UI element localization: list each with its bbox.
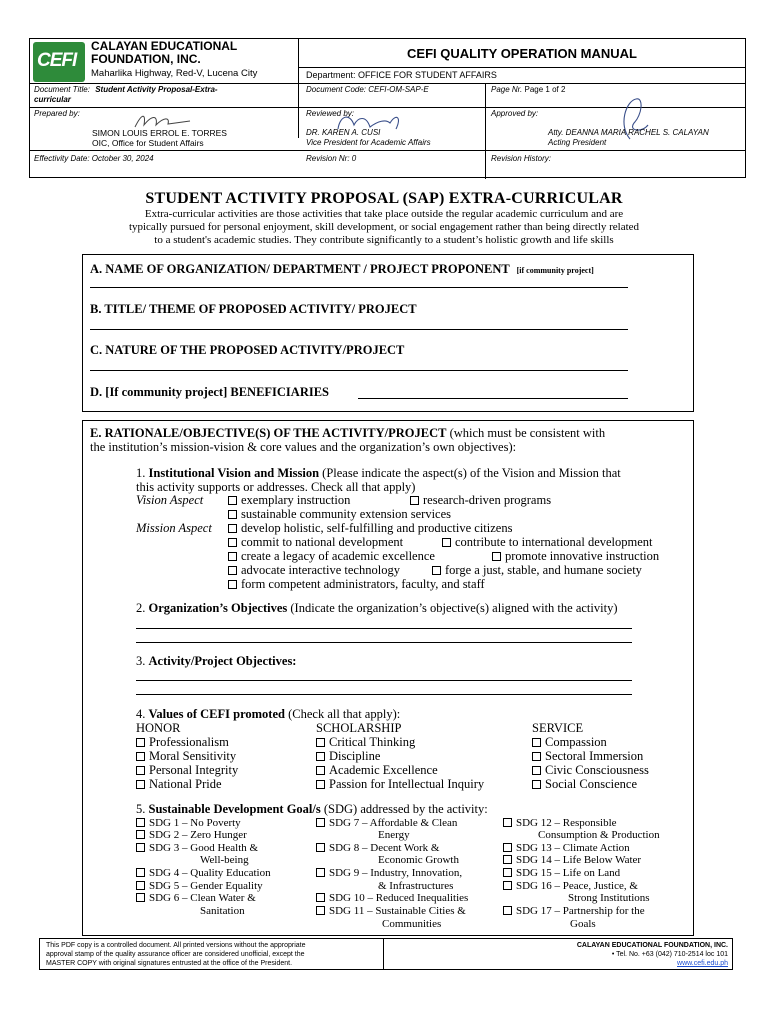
checkbox[interactable] bbox=[503, 843, 512, 852]
checkbox[interactable] bbox=[228, 552, 237, 561]
effectivity-date: Effectivity Date: October 30, 2024 bbox=[34, 154, 154, 163]
sdg-label-cont: Communities bbox=[382, 918, 442, 930]
section-a-field[interactable] bbox=[90, 287, 628, 288]
section-a-note: [if community project] bbox=[516, 266, 594, 275]
checkbox[interactable] bbox=[316, 818, 325, 827]
doc-code-value: CEFI-OM-SAP-E bbox=[368, 85, 429, 94]
page-number-field bbox=[491, 85, 565, 95]
value-label: Passion for Intellectual Inquiry bbox=[329, 777, 485, 791]
sdg-option[interactable] bbox=[503, 880, 638, 893]
value-label: Discipline bbox=[329, 749, 381, 763]
mission-option[interactable] bbox=[432, 563, 642, 577]
reviewed-name: DR. KAREN A. CUSI bbox=[306, 128, 381, 137]
sdg-option[interactable] bbox=[136, 892, 256, 905]
approved-by-label: Approved by: bbox=[491, 109, 539, 118]
intro-paragraph bbox=[40, 208, 728, 247]
value-option[interactable] bbox=[532, 763, 649, 777]
value-heading-scholarship: SCHOLARSHIP bbox=[316, 721, 402, 735]
mission-option-label: form competent administrators, faculty, and staff bbox=[241, 577, 485, 591]
checkbox[interactable] bbox=[136, 893, 145, 902]
notice-line: MASTER COPY with original signatures entrusted at the office of the President. bbox=[46, 960, 293, 967]
item-2-heading bbox=[136, 601, 617, 615]
checkbox[interactable] bbox=[316, 766, 325, 775]
sdg-label: SDG 5 – Gender Equality bbox=[149, 880, 263, 892]
value-label: Sectoral Immersion bbox=[545, 749, 644, 763]
sdg-label: SDG 12 – Responsible bbox=[516, 817, 617, 829]
value-option[interactable] bbox=[136, 777, 222, 791]
section-b-title: B. TITLE/ THEME OF PROPOSED ACTIVITY/ PROJECT bbox=[90, 302, 417, 316]
doc-title-value-1: Student Activity Proposal-Extra- bbox=[95, 85, 218, 94]
mission-option[interactable] bbox=[228, 549, 435, 563]
mission-option[interactable] bbox=[228, 563, 400, 577]
doc-code-label: Document Code: bbox=[306, 85, 367, 94]
cefi-logo bbox=[33, 42, 85, 82]
checkbox[interactable] bbox=[503, 855, 512, 864]
value-option[interactable] bbox=[136, 735, 229, 749]
approved-by-block bbox=[548, 128, 709, 148]
org-objectives-field[interactable] bbox=[136, 642, 632, 643]
sdg-label-cont: Goals bbox=[570, 918, 596, 930]
checkbox[interactable] bbox=[228, 524, 237, 533]
item-3-number: 3. bbox=[136, 654, 149, 668]
item-1-desc-line2: this activity supports or addresses. Check all that apply) bbox=[136, 480, 416, 494]
mission-option-label: develop holistic, self-fulfilling and productive citizens bbox=[241, 521, 513, 535]
prepared-name: SIMON LOUIS ERROL E. TORRES bbox=[92, 128, 227, 138]
sdg-option[interactable] bbox=[503, 817, 617, 830]
manual-title: CEFI QUALITY OPERATION MANUAL bbox=[407, 46, 637, 61]
value-option[interactable] bbox=[136, 749, 236, 763]
item-2-title: Organization’s Objectives bbox=[148, 601, 288, 615]
sdg-option[interactable] bbox=[136, 817, 241, 830]
item-4-heading bbox=[136, 707, 400, 721]
mission-option-label: promote innovative instruction bbox=[505, 549, 660, 563]
mission-option[interactable] bbox=[492, 549, 659, 563]
prepared-position: OIC, Office for Student Affairs bbox=[92, 138, 204, 148]
intro-line: to a student's academic studies. They contribute significantly to a student’s holistic growth and life skills bbox=[154, 234, 614, 246]
section-b-field[interactable] bbox=[90, 329, 628, 330]
sdg-option[interactable] bbox=[136, 867, 271, 880]
value-label: National Pride bbox=[149, 777, 222, 791]
doc-title-label: Document Title: bbox=[34, 85, 90, 94]
checkbox[interactable] bbox=[432, 566, 441, 575]
value-label: Civic Consciousness bbox=[545, 763, 649, 777]
department-value: OFFICE FOR STUDENT AFFAIRS bbox=[358, 70, 497, 80]
sdg-label-cont: Consumption & Production bbox=[538, 829, 660, 841]
item-1-title: Institutional Vision and Mission bbox=[148, 466, 320, 480]
checkbox[interactable] bbox=[136, 843, 145, 852]
checkbox[interactable] bbox=[228, 580, 237, 589]
section-c-field[interactable] bbox=[90, 370, 628, 371]
checkbox[interactable] bbox=[532, 766, 541, 775]
checkbox[interactable] bbox=[136, 881, 145, 890]
sdg-label: SDG 1 – No Poverty bbox=[149, 817, 241, 829]
org-objectives-field[interactable] bbox=[136, 628, 632, 629]
sdg-label-cont: & Infrastructures bbox=[378, 880, 454, 892]
sdg-option[interactable] bbox=[503, 854, 641, 867]
document-title: STUDENT ACTIVITY PROPOSAL (SAP) EXTRA-CURRICULAR bbox=[145, 190, 623, 207]
checkbox[interactable] bbox=[503, 818, 512, 827]
sdg-option[interactable] bbox=[136, 842, 258, 855]
value-label: Personal Integrity bbox=[149, 763, 239, 777]
sdg-label-cont: Energy bbox=[378, 829, 410, 841]
value-option[interactable] bbox=[532, 777, 637, 791]
footer-website-link[interactable]: www.cefi.edu.ph bbox=[677, 960, 728, 967]
document-header-table bbox=[29, 38, 746, 178]
doc-code-field bbox=[306, 85, 429, 95]
checkbox[interactable] bbox=[316, 906, 325, 915]
notice-line: This PDF copy is a controlled document. All printed versions without the appropriate bbox=[46, 942, 306, 949]
intro-line: typically pursued for personal enjoyment, skill development, or social engagement rather than being directly related bbox=[128, 221, 640, 233]
checkbox[interactable] bbox=[503, 906, 512, 915]
sdg-option[interactable] bbox=[316, 905, 466, 918]
department-field bbox=[306, 70, 497, 80]
value-label: Professionalism bbox=[149, 735, 229, 749]
doc-title-value-2: curricular bbox=[34, 95, 71, 104]
checkbox[interactable] bbox=[136, 752, 145, 761]
vision-option-label: exemplary instruction bbox=[241, 493, 351, 507]
checkbox[interactable] bbox=[136, 818, 145, 827]
reviewed-position: Vice President for Academic Affairs bbox=[306, 138, 431, 147]
mission-option[interactable] bbox=[228, 535, 403, 549]
section-d-field[interactable] bbox=[358, 398, 628, 399]
item-4-desc: (Check all that apply): bbox=[284, 707, 401, 721]
section-c-title: C. NATURE OF THE PROPOSED ACTIVITY/PROJECT bbox=[90, 343, 405, 357]
controlled-document-notice bbox=[46, 941, 380, 968]
org-name-line2: FOUNDATION, INC. bbox=[91, 52, 201, 66]
sdg-label: SDG 13 – Climate Action bbox=[516, 842, 630, 854]
item-1-desc: (Please indicate the aspect(s) of the Vision and Mission that bbox=[319, 466, 621, 480]
checkbox[interactable] bbox=[228, 538, 237, 547]
item-1-heading bbox=[136, 466, 621, 480]
notice-line: approval stamp of the quality assurance officer are considered unofficial, except the bbox=[46, 951, 305, 958]
sdg-label: SDG 10 – Reduced Inequalities bbox=[329, 892, 469, 904]
value-option[interactable] bbox=[136, 763, 238, 777]
sdg-label: SDG 6 – Clean Water & bbox=[149, 892, 256, 904]
sdg-label-cont: Sanitation bbox=[200, 905, 245, 917]
checkbox[interactable] bbox=[136, 738, 145, 747]
item-5-title: Sustainable Development Goal/s bbox=[148, 802, 321, 816]
approved-name: Atty. DEANNA MARIA RACHEL S. CALAYAN bbox=[548, 128, 709, 137]
checkbox[interactable] bbox=[136, 766, 145, 775]
sdg-label: SDG 14 – Life Below Water bbox=[516, 854, 642, 866]
item-3-title: Activity/Project Objectives: bbox=[148, 654, 297, 668]
item-1-number: 1. bbox=[136, 466, 149, 480]
sdg-label-cont: Well-being bbox=[200, 854, 249, 866]
logo-text: CEFI bbox=[37, 50, 77, 71]
checkbox[interactable] bbox=[410, 496, 419, 505]
sdg-label-cont: Strong Institutions bbox=[568, 892, 650, 904]
mission-option-label: create a legacy of academic excellence bbox=[241, 549, 435, 563]
org-address: Maharlika Highway, Red-V, Lucena City bbox=[91, 68, 258, 79]
sdg-option[interactable] bbox=[316, 892, 468, 905]
value-heading-service: SERVICE bbox=[532, 721, 584, 735]
sdg-option[interactable] bbox=[316, 842, 439, 855]
sdg-option[interactable] bbox=[136, 880, 263, 893]
sdg-option[interactable] bbox=[503, 867, 620, 880]
vision-option[interactable] bbox=[410, 493, 551, 507]
org-name-line1: CALAYAN EDUCATIONAL bbox=[91, 39, 238, 53]
section-a-heading bbox=[90, 262, 594, 277]
value-label: Academic Excellence bbox=[329, 763, 438, 777]
checkbox[interactable] bbox=[442, 538, 451, 547]
mission-option-label: contribute to international development bbox=[455, 535, 653, 549]
checkbox[interactable] bbox=[503, 881, 512, 890]
sdg-option[interactable] bbox=[136, 829, 247, 842]
value-label: Critical Thinking bbox=[329, 735, 416, 749]
item-4-number: 4. bbox=[136, 707, 149, 721]
reviewed-by-label: Reviewed by: bbox=[306, 109, 355, 118]
footer-box bbox=[39, 938, 733, 970]
checkbox[interactable] bbox=[532, 780, 541, 789]
checkbox[interactable] bbox=[316, 780, 325, 789]
prepared-by-block bbox=[92, 128, 227, 148]
checkbox[interactable] bbox=[136, 830, 145, 839]
vision-option[interactable] bbox=[228, 507, 451, 521]
value-option[interactable] bbox=[316, 777, 484, 791]
vision-option-label: research-driven programs bbox=[423, 493, 552, 507]
section-a-title: A. NAME OF ORGANIZATION/ DEPARTMENT / PROJECT PROPONENT bbox=[90, 262, 510, 276]
item-2-desc: (Indicate the organization’s objective(s) aligned with the activity) bbox=[287, 601, 618, 615]
value-label: Moral Sensitivity bbox=[149, 749, 237, 763]
vision-aspect-label: Vision Aspect bbox=[136, 493, 204, 507]
sdg-option[interactable] bbox=[503, 842, 630, 855]
prepared-by-label: Prepared by: bbox=[34, 109, 80, 118]
sdg-option[interactable] bbox=[316, 817, 457, 830]
checkbox[interactable] bbox=[316, 752, 325, 761]
item-5-heading bbox=[136, 802, 488, 816]
activity-objectives-field[interactable] bbox=[136, 694, 632, 695]
sdg-option[interactable] bbox=[316, 867, 462, 880]
activity-objectives-field[interactable] bbox=[136, 680, 632, 681]
sdg-label-cont: Economic Growth bbox=[378, 854, 459, 866]
section-e-heading bbox=[90, 426, 605, 440]
sdg-label: SDG 3 – Good Health & bbox=[149, 842, 259, 854]
checkbox[interactable] bbox=[136, 868, 145, 877]
section-d-title: D. [If community project] BENEFICIARIES bbox=[90, 385, 330, 399]
reviewed-by-block bbox=[306, 128, 431, 148]
approved-position: Acting President bbox=[548, 138, 607, 147]
value-option[interactable] bbox=[532, 735, 607, 749]
intro-line: Extra-curricular activities are those activities that take place outside the regular academic curriculum and are bbox=[144, 208, 624, 220]
checkbox[interactable] bbox=[136, 780, 145, 789]
value-heading-honor: HONOR bbox=[136, 721, 181, 735]
revision-number: Revision Nr: 0 bbox=[306, 154, 357, 163]
checkbox[interactable] bbox=[228, 566, 237, 575]
value-label: Social Conscience bbox=[545, 777, 637, 791]
item-5-desc: (SDG) addressed by the activity: bbox=[320, 802, 488, 816]
mission-option[interactable] bbox=[228, 521, 512, 535]
checkbox[interactable] bbox=[316, 868, 325, 877]
department-label: Department: bbox=[306, 70, 356, 80]
sdg-label: SDG 2 – Zero Hunger bbox=[149, 829, 247, 841]
value-option[interactable] bbox=[316, 735, 415, 749]
section-e-title-rest: (which must be consistent with bbox=[446, 426, 606, 440]
page-label: Page Nr. bbox=[491, 85, 523, 94]
checkbox[interactable] bbox=[316, 738, 325, 747]
vision-option-label: sustainable community extension services bbox=[241, 507, 452, 521]
footer-contact bbox=[577, 941, 728, 968]
doc-title-field bbox=[34, 85, 296, 105]
item-5-number: 5. bbox=[136, 802, 149, 816]
sdg-option[interactable] bbox=[503, 905, 645, 918]
page-value: Page 1 of 2 bbox=[524, 85, 566, 94]
checkbox[interactable] bbox=[503, 868, 512, 877]
mission-aspect-label: Mission Aspect bbox=[136, 521, 212, 535]
sdg-label: SDG 17 – Partnership for the bbox=[516, 905, 645, 917]
checkbox[interactable] bbox=[492, 552, 501, 561]
sdg-label: SDG 16 – Peace, Justice, & bbox=[516, 880, 638, 892]
mission-option-label: forge a just, stable, and humane society bbox=[445, 563, 642, 577]
footer-org: CALAYAN EDUCATIONAL FOUNDATION, INC. bbox=[576, 942, 728, 949]
item-4-title: Values of CEFI promoted bbox=[148, 707, 285, 721]
checkbox[interactable] bbox=[316, 843, 325, 852]
sdg-label: SDG 9 – Industry, Innovation, bbox=[329, 867, 463, 879]
checkbox[interactable] bbox=[228, 510, 237, 519]
item-3-heading bbox=[136, 654, 296, 668]
sdg-label: SDG 7 – Affordable & Clean bbox=[329, 817, 458, 829]
value-option[interactable] bbox=[532, 749, 643, 763]
value-option[interactable] bbox=[316, 763, 438, 777]
mission-option[interactable] bbox=[228, 577, 485, 591]
footer-tel: • Tel. No. +63 (042) 710-2514 loc 101 bbox=[611, 951, 728, 958]
sdg-label: SDG 11 – Sustainable Cities & bbox=[329, 905, 466, 917]
section-e-title-line2: the institution’s mission-vision & core values and the organization’s own objectives): bbox=[90, 440, 517, 454]
mission-option[interactable] bbox=[442, 535, 653, 549]
checkbox[interactable] bbox=[532, 752, 541, 761]
value-label: Compassion bbox=[545, 735, 607, 749]
checkbox[interactable] bbox=[532, 738, 541, 747]
sdg-label: SDG 15 – Life on Land bbox=[516, 867, 621, 879]
mission-option-label: commit to national development bbox=[241, 535, 404, 549]
checkbox[interactable] bbox=[228, 496, 237, 505]
value-option[interactable] bbox=[316, 749, 380, 763]
revision-history: Revision History: bbox=[491, 154, 552, 163]
section-e-title: E. RATIONALE/OBJECTIVE(S) OF THE ACTIVITY/PROJECT bbox=[90, 426, 447, 440]
vision-option[interactable] bbox=[228, 493, 350, 507]
sdg-label: SDG 8 – Decent Work & bbox=[329, 842, 440, 854]
mission-option-label: advocate interactive technology bbox=[241, 563, 400, 577]
checkbox[interactable] bbox=[316, 893, 325, 902]
sdg-label: SDG 4 – Quality Education bbox=[149, 867, 271, 879]
item-2-number: 2. bbox=[136, 601, 149, 615]
